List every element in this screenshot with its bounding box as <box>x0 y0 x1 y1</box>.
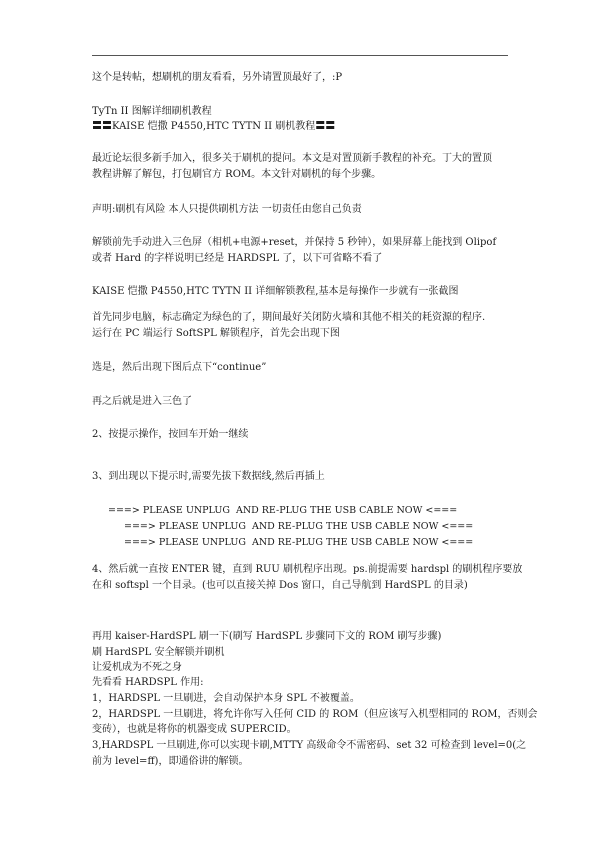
para3: KAISE 恺撒 P4550,HTC TYTN II 详细解锁教程,基本是每操作一步就有一张截图 <box>92 286 459 297</box>
list-item-3-line-1: 3,HARDSPL 一旦刷进,你可以实现卡刷,MTTY 高级命令不需密码、set 32 可检查到 level=0(之 <box>92 740 527 751</box>
para1-line-1: 最近论坛很多新手加入，很多关于刷机的提问。本文是对置顶新手教程的补充。丁大的置顶 <box>92 153 492 164</box>
list-item-3-line-2: 前为 level=ff)，即通俗讲的解锁。 <box>92 756 249 767</box>
list-item-1: 1，HARDSPL 一旦刷进，会自动保护本身 SPL 不被覆盖。 <box>92 693 360 704</box>
para9: 让爱机成为不死之身 <box>92 662 182 673</box>
step4-line-1: 4、然后就一直按 ENTER 键，直到 RUU 刷机程序出现。ps.前提需要 hardspl 的刷机程序要放 <box>92 564 523 575</box>
para2-line-1: 解锁前先手动进入三色屏（相机+电源+reset，并保持 5 秒钟），如果屏幕上能找到 Olipof <box>92 237 497 248</box>
step4-line-2: 在和 softspl 一个目录。(也可以直接关掉 Dos 窗口，自己导航到 HardSPL 的目录) <box>92 580 468 591</box>
para4-line-1: 首先同步电脑，标志确定为绿色的了，期间最好关闭防火墙和其他不相关的耗资源的程序. <box>92 312 486 323</box>
para1-line-2: 教程讲解了解包，打包刷官方 ROM。本文针对刷机的每个步骤。 <box>92 169 382 180</box>
list-item-2-line-2: 变砖），也就是将你的机器变成 SUPERCID。 <box>92 724 297 735</box>
step2: 2、按提示操作，按回车开始一继续 <box>92 429 249 440</box>
para10: 先看看 HARDSPL 作用: <box>92 677 204 688</box>
disclaimer: 声明:刷机有风险 本人只提供刷机方法 一切责任由您自己负责 <box>92 204 362 215</box>
para2-line-2: 或者 Hard 的字样说明已经是 HARDSPL 了，以下可省略不看了 <box>92 253 383 264</box>
title-line-2: 〓〓KAISE 恺撒 P4550,HTC TYTN II 刷机教程〓〓 <box>92 121 336 132</box>
usb-prompt-line-3: ===> PLEASE UNPLUG AND RE-PLUG THE USB CABLE NOW <=== <box>124 537 474 548</box>
title-line-1: TyTn II 图解详细刷机教程 <box>92 106 212 117</box>
para4-line-2: 运行在 PC 端运行 SoftSPL 解锁程序，首先会出现下图 <box>92 328 340 339</box>
header-rule <box>92 55 508 56</box>
usb-prompt-line-1: ===> PLEASE UNPLUG AND RE-PLUG THE USB CABLE NOW <=== <box>108 505 458 516</box>
intro-text: 这个是转帖，想刷机的朋友看看，另外请置顶最好了，:P <box>92 72 343 83</box>
para6: 再之后就是进入三色了 <box>92 396 192 407</box>
para7: 再用 kaiser-HardSPL 刷一下(刷写 HardSPL 步骤同下文的 ROM 刷写步骤) <box>92 631 442 642</box>
para8: 刷 HardSPL 安全解锁并刷机 <box>92 647 225 658</box>
list-item-2-line-1: 2，HARDSPL 一旦刷进，将允许你写入任何 CID 的 ROM（但应该写入机型相同的 ROM，否则会 <box>92 709 538 720</box>
para5: 选是，然后出现下图后点下“continue” <box>92 362 267 373</box>
step3: 3、到出现以下提示时,需要先拔下数据线,然后再插上 <box>92 471 325 482</box>
usb-prompt-line-2: ===> PLEASE UNPLUG AND RE-PLUG THE USB CABLE NOW <=== <box>124 521 474 532</box>
